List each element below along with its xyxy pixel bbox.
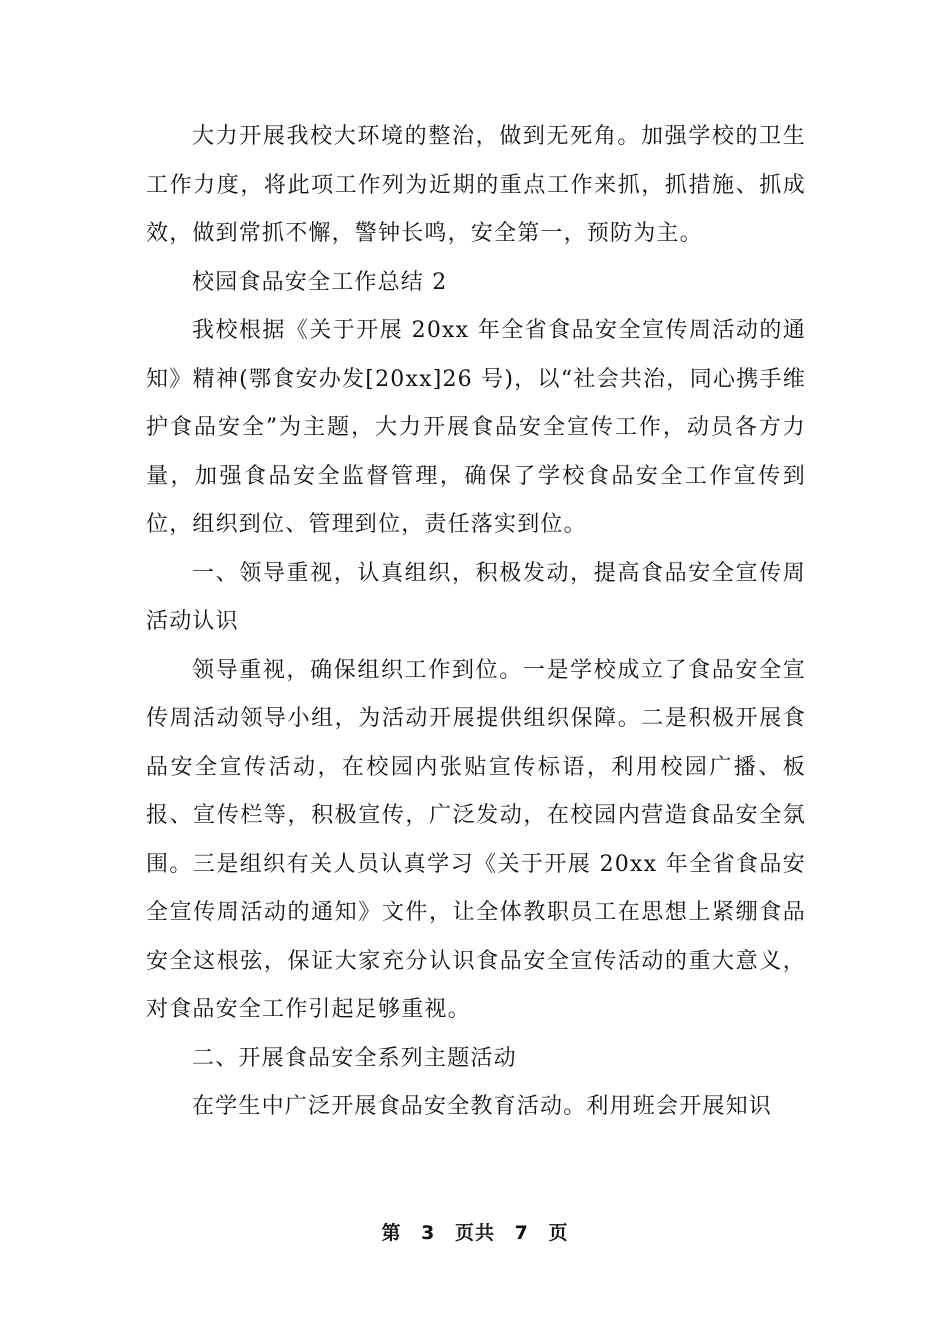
page-number-footer: 第 3 页共 7 页 [381, 1222, 569, 1244]
document-body [146, 113, 806, 1132]
heading-leadership-attention: 一、领导重视，认真组织，积极发动，提高食品安全宣传周活动认识 [146, 560, 806, 634]
paragraph-student-education: 在学生中广泛开展食品安全教育活动。利用班会开展知识 [192, 1094, 773, 1119]
paragraph-environment-cleanup: 大力开展我校大环境的整治，做到无死角。加强学校的卫生工作力度，将此项工作列为近期的重点工作来抓，抓措施、抓成效，做到常抓不懈，警钟长鸣，安全第一，预防为主。 [146, 124, 806, 246]
paragraph-notice-basis: 我校根据《关于开展 20xx 年全省食品安全宣传周活动的通知》精神(鄂食安办发[20xx]26 号)，以“社会共治，同心携手维护食品安全”为主题，大力开展食品安全宣传工作，动员各方力量，加强食品安全监督管理，确保了学校食品安全工作宣传到位，组织到位、管理到位，责任落实到位。 [146, 318, 806, 537]
section-title-summary-2: 校园食品安全工作总结 2 [192, 269, 448, 295]
heading-themed-activities: 二、开展食品安全系列主题活动 [192, 1045, 517, 1071]
paragraph-leadership-details: 领导重视，确保组织工作到位。一是学校成立了食品安全宣传周活动领导小组，为活动开展提供组织保障。二是积极开展食品安全宣传活动，在校园内张贴宣传标语，利用校园广播、板报、宣传栏等，积极宣传，广泛发动，在校园内营造食品安全氛围。三是组织有关人员认真学习《关于开展 20xx 年全省食品安全宣传周活动的通知》文件，让全体教职员工在思想上紧绷食品安全这根弦，保证大家充分认识食品安全宣传活动的重大意义，对食品安全工作引起足够重视。 [146, 657, 806, 1022]
